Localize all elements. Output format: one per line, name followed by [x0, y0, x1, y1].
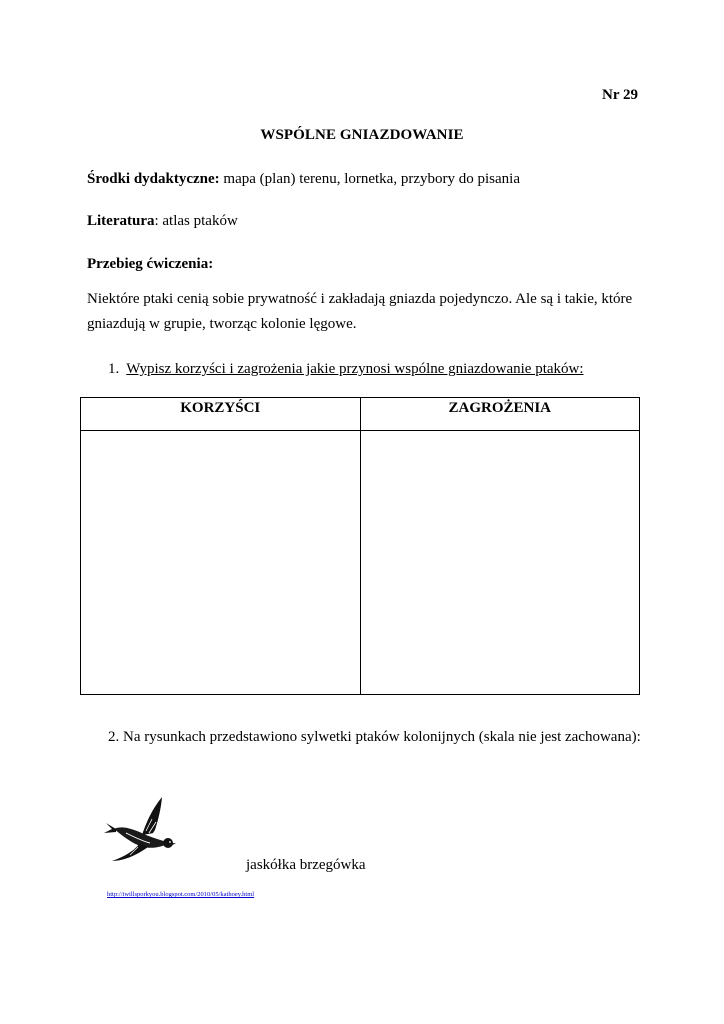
- procedure-line: [87, 256, 213, 273]
- benefits-header: KORZYŚCI: [81, 398, 361, 431]
- threats-answer-cell[interactable]: [360, 431, 640, 695]
- bird-caption: jaskółka brzegówka: [246, 857, 366, 873]
- resources-label: Środki dydaktyczne:: [87, 171, 220, 187]
- resources-value: mapa (plan) terenu, lornetka, przybory do pisania: [219, 171, 520, 187]
- swallow-bird-icon: [104, 795, 184, 867]
- resources-line: [87, 171, 520, 188]
- task-1: [108, 361, 584, 378]
- literature-label: Literatura: [87, 213, 155, 229]
- procedure-label: Przebieg ćwiczenia:: [87, 256, 214, 272]
- benefits-answer-cell[interactable]: [81, 431, 361, 695]
- document-number: Nr 29: [602, 87, 638, 103]
- literature-line: [87, 213, 238, 230]
- source-link[interactable]: http://iwillsporkyou.blogspot.com/2010/05/kathoey.html: [107, 891, 255, 898]
- swallow-silhouette: [104, 795, 184, 867]
- threats-header: ZAGROŻENIA: [360, 398, 640, 431]
- table-row: [81, 431, 640, 695]
- literature-value: : atlas ptaków: [154, 213, 238, 229]
- page-title: WSPÓLNE GNIAZDOWANIE: [260, 127, 464, 143]
- task-1-text: Wypisz korzyści i zagrożenia jakie przynosi wspólne gniazdowanie ptaków:: [126, 361, 584, 377]
- intro-paragraph: Niektóre ptaki cenią sobie prywatność i zakładają gniazda pojedynczo. Ale są i takie, które gniazdują w grupie, tworząc kolonie lęgowe.: [87, 291, 633, 332]
- task-1-number: 1.: [108, 361, 120, 377]
- table-header-row: [81, 398, 640, 431]
- task-2-text: 2. Na rysunkach przedstawiono sylwetki ptaków kolonijnych (skala nie jest zachowana):: [108, 729, 641, 745]
- benefits-threats-table: [80, 397, 640, 695]
